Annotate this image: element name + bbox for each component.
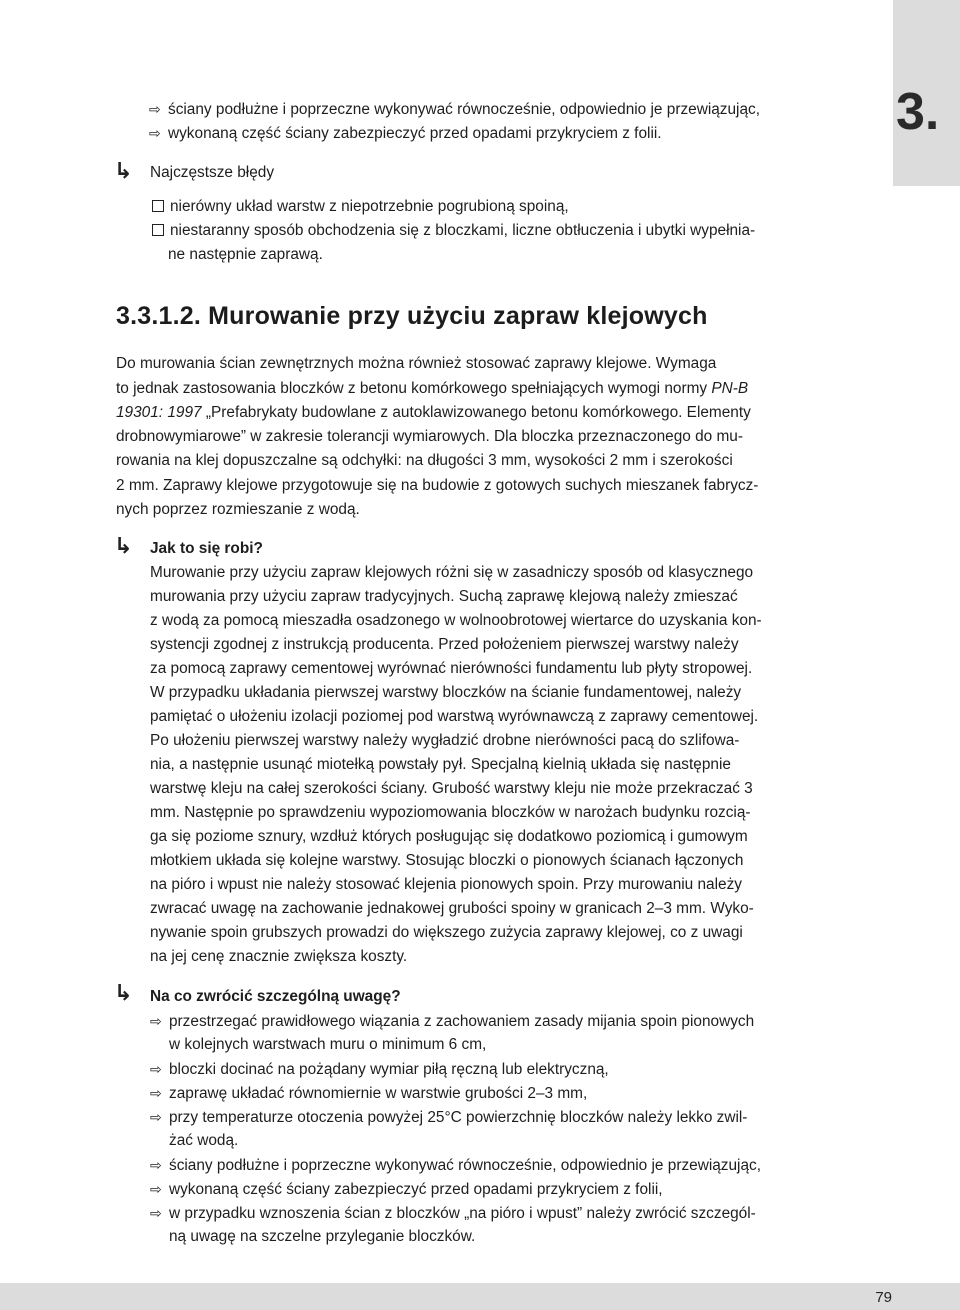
right-arrow-outline-icon: ⇨	[149, 125, 161, 141]
chapter-number: 3.	[896, 83, 940, 141]
paragraph-line: nych poprzez rozmieszanie z wodą.	[116, 501, 360, 518]
paragraph-line: za pomocą zaprawy cementowej wyrównać nierówności fundamentu lub płyty stropowej.	[150, 660, 753, 677]
list-item: ⇨ zaprawę układać równomiernie w warstwie grubości 2–3 mm,	[150, 1081, 587, 1106]
list-item: ⇨ wykonaną część ściany zabezpieczyć przed opadami przykryciem z folii,	[150, 1177, 663, 1202]
paragraph-line: nia, a następnie usunąć miotełką powstały pył. Specjalną kielnią układa się następnie	[150, 756, 731, 773]
paragraph-line: młotkiem układa się kolejne warstwy. Stosując bloczki o pionowych ścianach łączonych	[150, 852, 744, 869]
paragraph-line: rowania na klej dopuszczalne są odchyłki: na długości 3 mm, wysokości 2 mm i szerokości	[116, 452, 733, 469]
paragraph-line: ga się poziome sznury, wzdłuż których posługując się dodatkowo poziomicą i gumowym	[150, 828, 748, 845]
list-item: ⇨ w przypadku wznoszenia ścian z bloczków „na pióro i wpust” należy zwrócić szczegól-	[150, 1201, 756, 1226]
paragraph-line: W przypadku układania pierwszej warstwy bloczków na ścianie fundamentowej, należy	[150, 684, 742, 701]
paragraph-line: to jednak zastosowania bloczków z betonu komórkowego spełniających wymogi normy PN-B	[116, 380, 749, 397]
list-item: ⇨ bloczki docinać na pożądany wymiar piłą ręczną lub elektryczną,	[150, 1057, 609, 1082]
page-number: 79	[875, 1289, 892, 1306]
paragraph-line: Do murowania ścian zewnętrznych można również stosować zaprawy klejowe. Wymaga	[116, 355, 717, 372]
paragraph-line: zwracać uwagę na zachowanie jednakowej grubości spoiny w granicach 2–3 mm. Wyko-	[150, 900, 754, 917]
right-arrow-outline-icon: ⇨	[150, 1205, 162, 1221]
list-item: ⇨ wykonaną część ściany zabezpieczyć przed opadami przykryciem z folii.	[149, 121, 662, 146]
paragraph-line: mm. Następnie po sprawdzeniu wypoziomowania bloczków w narożach budynku rozcią-	[150, 804, 751, 821]
paragraph-line: 19301: 1997 „Prefabrykaty budowlane z autoklawizowanego betonu komórkowego. Elementy	[116, 404, 751, 421]
right-arrow-outline-icon: ⇨	[149, 101, 161, 117]
footer-bar	[0, 1283, 960, 1310]
errors-heading: Najczęstsze błędy	[150, 164, 275, 181]
right-arrow-outline-icon: ⇨	[150, 1157, 162, 1173]
right-arrow-outline-icon: ⇨	[150, 1181, 162, 1197]
paragraph-line: systencji zgodnej z instrukcją producenta. Przed położeniem pierwszej warstwy należy	[150, 636, 739, 653]
right-arrow-outline-icon: ⇨	[150, 1109, 162, 1125]
list-item: ⇨ ściany podłużne i poprzeczne wykonywać równocześnie, odpowiednio je przewiązując,	[150, 1153, 761, 1178]
list-item: ⇨ przy temperaturze otoczenia powyżej 25°C powierzchnię bloczków należy lekko zwil-	[150, 1105, 747, 1130]
checkbox-icon	[152, 200, 164, 212]
list-item-continuation: ną uwagę na szczelne przyleganie bloczków.	[169, 1228, 476, 1245]
section-heading: 3.3.1.2. Murowanie przy użyciu zapraw klejowych	[116, 302, 708, 330]
list-item: ⇨ ściany podłużne i poprzeczne wykonywać równocześnie, odpowiednio je przewiązując,	[149, 97, 760, 122]
paragraph-line: na jej cenę znacznie zwiększa koszty.	[150, 948, 408, 965]
list-item: ⇨ przestrzegać prawidłowego wiązania z zachowaniem zasady mijania spoin pionowych	[150, 1009, 754, 1034]
paragraph-line: warstwę kleju na całej szerokości ściany. Grubość warstwy kleju nie może przekraczać 3	[150, 780, 753, 797]
paragraph-line: na pióro i wpust nie należy stosować klejenia pionowych spoin. Przy murowaniu należy	[150, 876, 742, 893]
attention-heading: Na co zwrócić szczególną uwagę?	[150, 988, 401, 1005]
right-arrow-outline-icon: ⇨	[150, 1013, 162, 1029]
hook-arrow-icon: ↳	[114, 980, 133, 1005]
paragraph-line: Po ułożeniu pierwszej warstwy należy wygładzić drobne nierówności pacą do szlifowa-	[150, 732, 740, 749]
right-arrow-outline-icon: ⇨	[150, 1085, 162, 1101]
paragraph-line: 2 mm. Zaprawy klejowe przygotowuje się na budowie z gotowych suchych mieszanek fabrycz-	[116, 477, 759, 494]
list-item: niestaranny sposób obchodzenia się z bloczkami, liczne obtłuczenia i ubytki wypełnia-	[152, 219, 755, 243]
checkbox-icon	[152, 224, 164, 236]
hook-arrow-icon: ↳	[114, 158, 133, 183]
list-item-continuation: w kolejnych warstwach muru o minimum 6 cm,	[169, 1036, 487, 1053]
list-item: nierówny układ warstw z niepotrzebnie pogrubioną spoiną,	[152, 195, 569, 219]
paragraph-line: drobnowymiarowe” w zakresie tolerancji wymiarowych. Dla bloczka przeznaczonego do mu-	[116, 428, 743, 445]
paragraph-line: nywanie spoin grubszych prowadzi do większego zużycia zaprawy klejowej, co z uwagi	[150, 924, 743, 941]
how-heading: Jak to się robi?	[150, 540, 263, 557]
right-arrow-outline-icon: ⇨	[150, 1061, 162, 1077]
paragraph-line: z wodą za pomocą mieszadła osadzonego w wolnoobrotowej wiertarce do uzyskania kon-	[150, 612, 762, 629]
hook-arrow-icon: ↳	[114, 533, 133, 558]
list-item-continuation: ne następnie zaprawą.	[168, 246, 323, 263]
paragraph-line: pamiętać o ułożeniu izolacji poziomej pod warstwą wyrównawczą z zaprawy cementowej.	[150, 708, 759, 725]
paragraph-line: Murowanie przy użyciu zapraw klejowych różni się w zasadniczy sposób od klasycznego	[150, 564, 754, 581]
list-item-continuation: żać wodą.	[169, 1132, 239, 1149]
paragraph-line: murowania przy użyciu zapraw tradycyjnych. Suchą zaprawę klejową należy zmieszać	[150, 588, 738, 605]
